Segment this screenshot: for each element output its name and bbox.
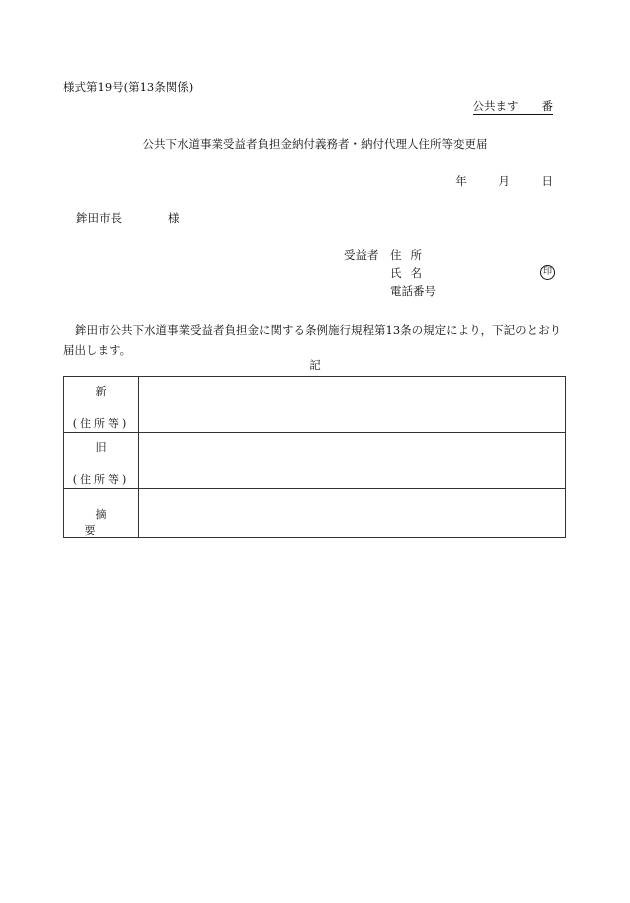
- document-number: 公共ます 番: [472, 99, 553, 113]
- table-row-new: [64, 377, 566, 433]
- addressee-honorific: 様: [168, 211, 180, 225]
- address-label: 住所: [390, 248, 431, 262]
- date-month: 月: [498, 174, 510, 188]
- seal-mark: 印: [540, 265, 555, 280]
- name-label: 氏名: [390, 266, 431, 280]
- date-row: [455, 176, 553, 188]
- date-year: 年: [455, 174, 467, 188]
- old-label-cell: [64, 433, 139, 489]
- new-address-cell[interactable]: [139, 377, 566, 433]
- table-row-old: [64, 433, 566, 489]
- body-text: 鉾田市公共下水道事業受益者負担金に関する条例施行規程第13条の規定により，下記のとおり届出します。: [63, 323, 562, 357]
- new-label: 新: [95, 385, 107, 398]
- date-day: 日: [541, 174, 553, 188]
- document-title: 公共下水道事業受益者負担金納付義務者・納付代理人住所等変更届: [142, 137, 488, 151]
- old-label: 旧: [95, 441, 107, 454]
- new-sub-label: (住所等): [72, 417, 130, 430]
- ki-heading: 記: [309, 358, 321, 372]
- note-label: 摘要: [84, 508, 129, 537]
- old-sub-label: (住所等): [72, 473, 130, 486]
- applicant-label: 受益者: [344, 248, 379, 262]
- addressee-name: 鉾田市長: [76, 211, 122, 225]
- table-row-note: [64, 489, 566, 538]
- note-label-cell: [64, 489, 139, 538]
- note-cell[interactable]: [139, 489, 566, 538]
- addressee: [76, 213, 180, 225]
- form-number: 様式第19号(第13条関係): [63, 80, 194, 94]
- record-table: [63, 376, 566, 538]
- new-label-cell: [64, 377, 139, 433]
- old-address-cell[interactable]: [139, 433, 566, 489]
- phone-label: 電話番号: [390, 284, 436, 298]
